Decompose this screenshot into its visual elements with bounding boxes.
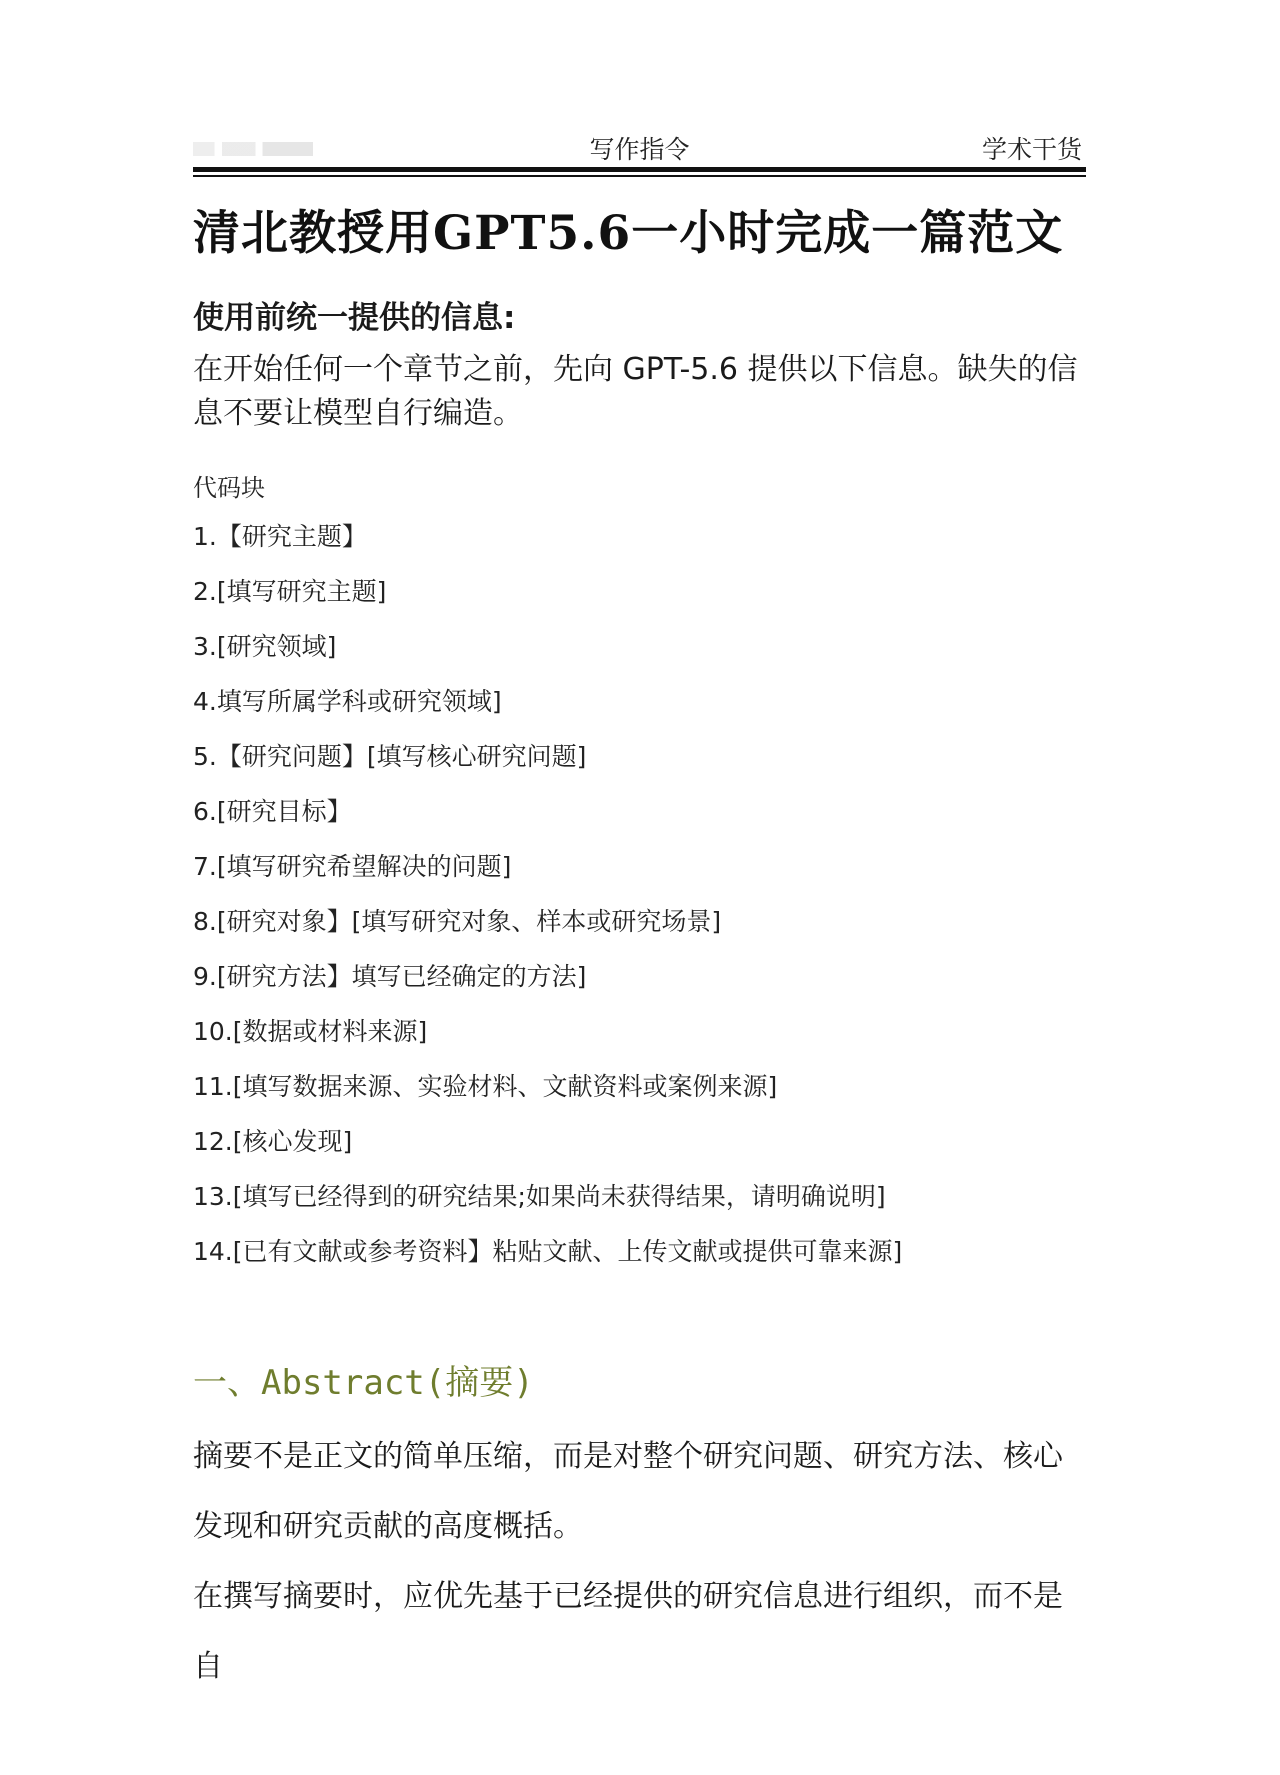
code-line: 2.[填写研究主题] <box>193 577 387 606</box>
info-heading: 使用前统一提供的信息: <box>193 300 516 336</box>
code-line: 14.[已有文献或参考资料】粘贴文献、上传文献或提供可靠来源] <box>193 1237 903 1266</box>
code-line: 8.[研究对象】[填写研究对象、样本或研究场景] <box>193 907 722 936</box>
abstract-paragraph: 摘要不是正文的简单压缩，而是对整个研究问题、研究方法、核心发现和研究贡献的高度概括。 <box>193 1439 1063 1544</box>
code-line: 10.[数据或材料来源] <box>193 1017 428 1046</box>
code-block-label: 代码块 <box>193 474 265 502</box>
page-header <box>193 128 1086 162</box>
abstract-heading: 一、Abstract(摘要) <box>193 1363 534 1403</box>
code-line: 4.填写所属学科或研究领域] <box>193 687 502 716</box>
code-line: 13.[填写已经得到的研究结果;如果尚未获得结果，请明确说明] <box>193 1182 886 1211</box>
code-line: 6.[研究目标】 <box>193 797 352 826</box>
code-line: 12.[核心发现] <box>193 1127 353 1156</box>
code-line: 1.【研究主题】 <box>193 522 367 551</box>
code-block-list <box>193 520 902 1290</box>
code-line: 9.[研究方法】填写已经确定的方法] <box>193 962 587 991</box>
page-title: 清北教授用GPT5.6一小时完成一篇范文 <box>193 206 1064 261</box>
header-rule-thin <box>193 175 1086 177</box>
info-intro-paragraph: 在开始任何一个章节之前，先向 GPT-5.6 提供以下信息。缺失的信息不要让模型自行编造。 <box>193 352 1078 431</box>
code-line: 7.[填写研究希望解决的问题] <box>193 852 512 881</box>
code-line: 5.【研究问题】[填写核心研究问题] <box>193 742 587 771</box>
code-line: 11.[填写数据来源、实验材料、文献资料或案例来源] <box>193 1072 778 1101</box>
header-right-text: 学术干货 <box>981 135 1082 164</box>
abstract-body <box>193 1422 1090 1702</box>
header-center-text: 写作指令 <box>589 135 690 164</box>
code-line: 3.[研究领域] <box>193 632 337 661</box>
header-rule-thick <box>193 167 1086 172</box>
abstract-paragraph: 在撰写摘要时，应优先基于已经提供的研究信息进行组织，而不是自 <box>193 1579 1063 1684</box>
